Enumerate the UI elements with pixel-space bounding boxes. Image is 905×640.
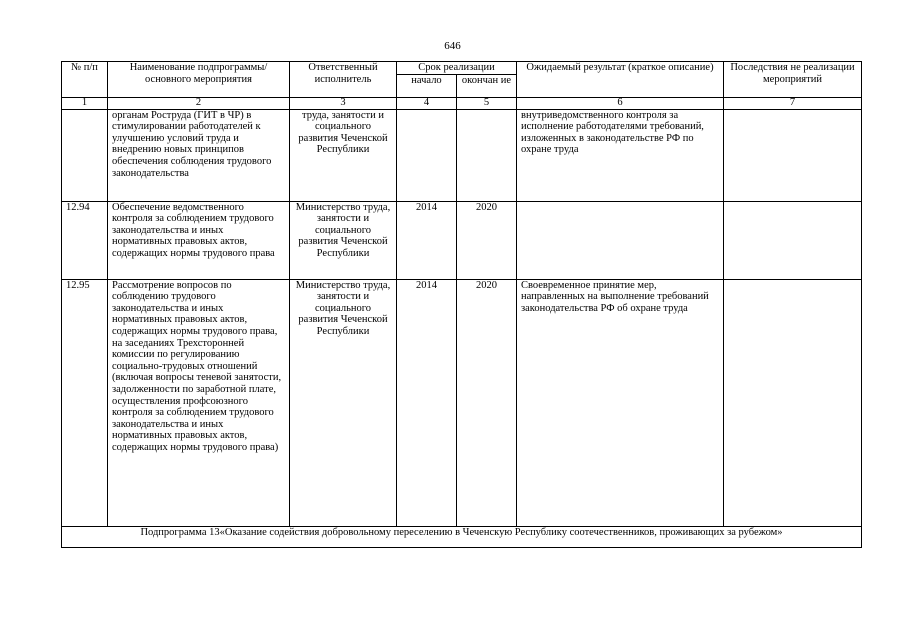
- table-row: [62, 279, 862, 526]
- row-executor: Министерство труда, занятости и социального развития Чеченской Республики: [290, 201, 397, 279]
- row-number: 12.94: [62, 201, 108, 279]
- row-name: Рассмотрение вопросов по соблюдению трудового законодательства и иных нормативных правовых актов, содержащих нормы трудового права, на заседаниях Трехсторонней комиссии по регулированию социально-трудовых отношений (включая вопросы теневой занятости, задолженности по заработной плате, осуществления профсоюзного контроля за соблюдением трудового законодательства и иных нормативных правовых актов, содержащих нормы трудового права): [108, 279, 290, 526]
- subprogram-row: [62, 526, 862, 547]
- column-number: 6: [517, 97, 724, 109]
- row-consequences: [724, 109, 862, 201]
- row-end: 2020: [457, 201, 517, 279]
- column-number: 7: [724, 97, 862, 109]
- row-consequences: [724, 201, 862, 279]
- row-executor: Министерство труда, занятости и социального развития Чеченской Республики: [290, 279, 397, 526]
- table-row: [62, 201, 862, 279]
- row-result: [517, 201, 724, 279]
- table-row: [62, 109, 862, 201]
- column-number: 5: [457, 97, 517, 109]
- header-name: Наименование подпрограммы/ основного мероприятия: [108, 62, 290, 98]
- header-start: начало: [397, 74, 457, 97]
- row-number: 12.95: [62, 279, 108, 526]
- row-name: органам Роструда (ГИТ в ЧР) в стимулировании работодателей к улучшению условий труда и внедрению новых принципов обеспечения соблюдения трудового законодательства: [108, 109, 290, 201]
- header-num: № п/п: [62, 62, 108, 98]
- row-start: [397, 109, 457, 201]
- header-end: окончан ие: [457, 74, 517, 97]
- header-row: [62, 62, 862, 75]
- header-consequences: Последствия не реализации мероприятий: [724, 62, 862, 98]
- row-name: Обеспечение ведомственного контроля за соблюдением трудового законодательства и иных нормативных правовых актов, содержащих нормы трудового права: [108, 201, 290, 279]
- row-result: Своевременное принятие мер, направленных на выполнение требований законодательства РФ об охране труда: [517, 279, 724, 526]
- header-result: Ожидаемый результат (краткое описание): [517, 62, 724, 98]
- row-end: [457, 109, 517, 201]
- column-number: 2: [108, 97, 290, 109]
- row-result: внутриведомственного контроля за исполнение работодателями требований, изложенных в законодательстве РФ по охране труда: [517, 109, 724, 201]
- row-executor: труда, занятости и социального развития Чеченской Республики: [290, 109, 397, 201]
- row-start: 2014: [397, 201, 457, 279]
- row-start: 2014: [397, 279, 457, 526]
- row-end: 2020: [457, 279, 517, 526]
- row-number: [62, 109, 108, 201]
- header-executor: Ответственный исполнитель: [290, 62, 397, 98]
- subprogram-title: Подпрограмма 13«Оказание содействия добровольному переселению в Чеченскую Республику соотечественников, проживающих за рубежом»: [62, 526, 862, 547]
- column-number: 3: [290, 97, 397, 109]
- column-number: 1: [62, 97, 108, 109]
- column-number-row: [62, 97, 862, 109]
- page-number: 646: [444, 40, 461, 52]
- column-number: 4: [397, 97, 457, 109]
- row-consequences: [724, 279, 862, 526]
- header-period: Срок реализации: [397, 62, 517, 75]
- program-table: [61, 61, 862, 548]
